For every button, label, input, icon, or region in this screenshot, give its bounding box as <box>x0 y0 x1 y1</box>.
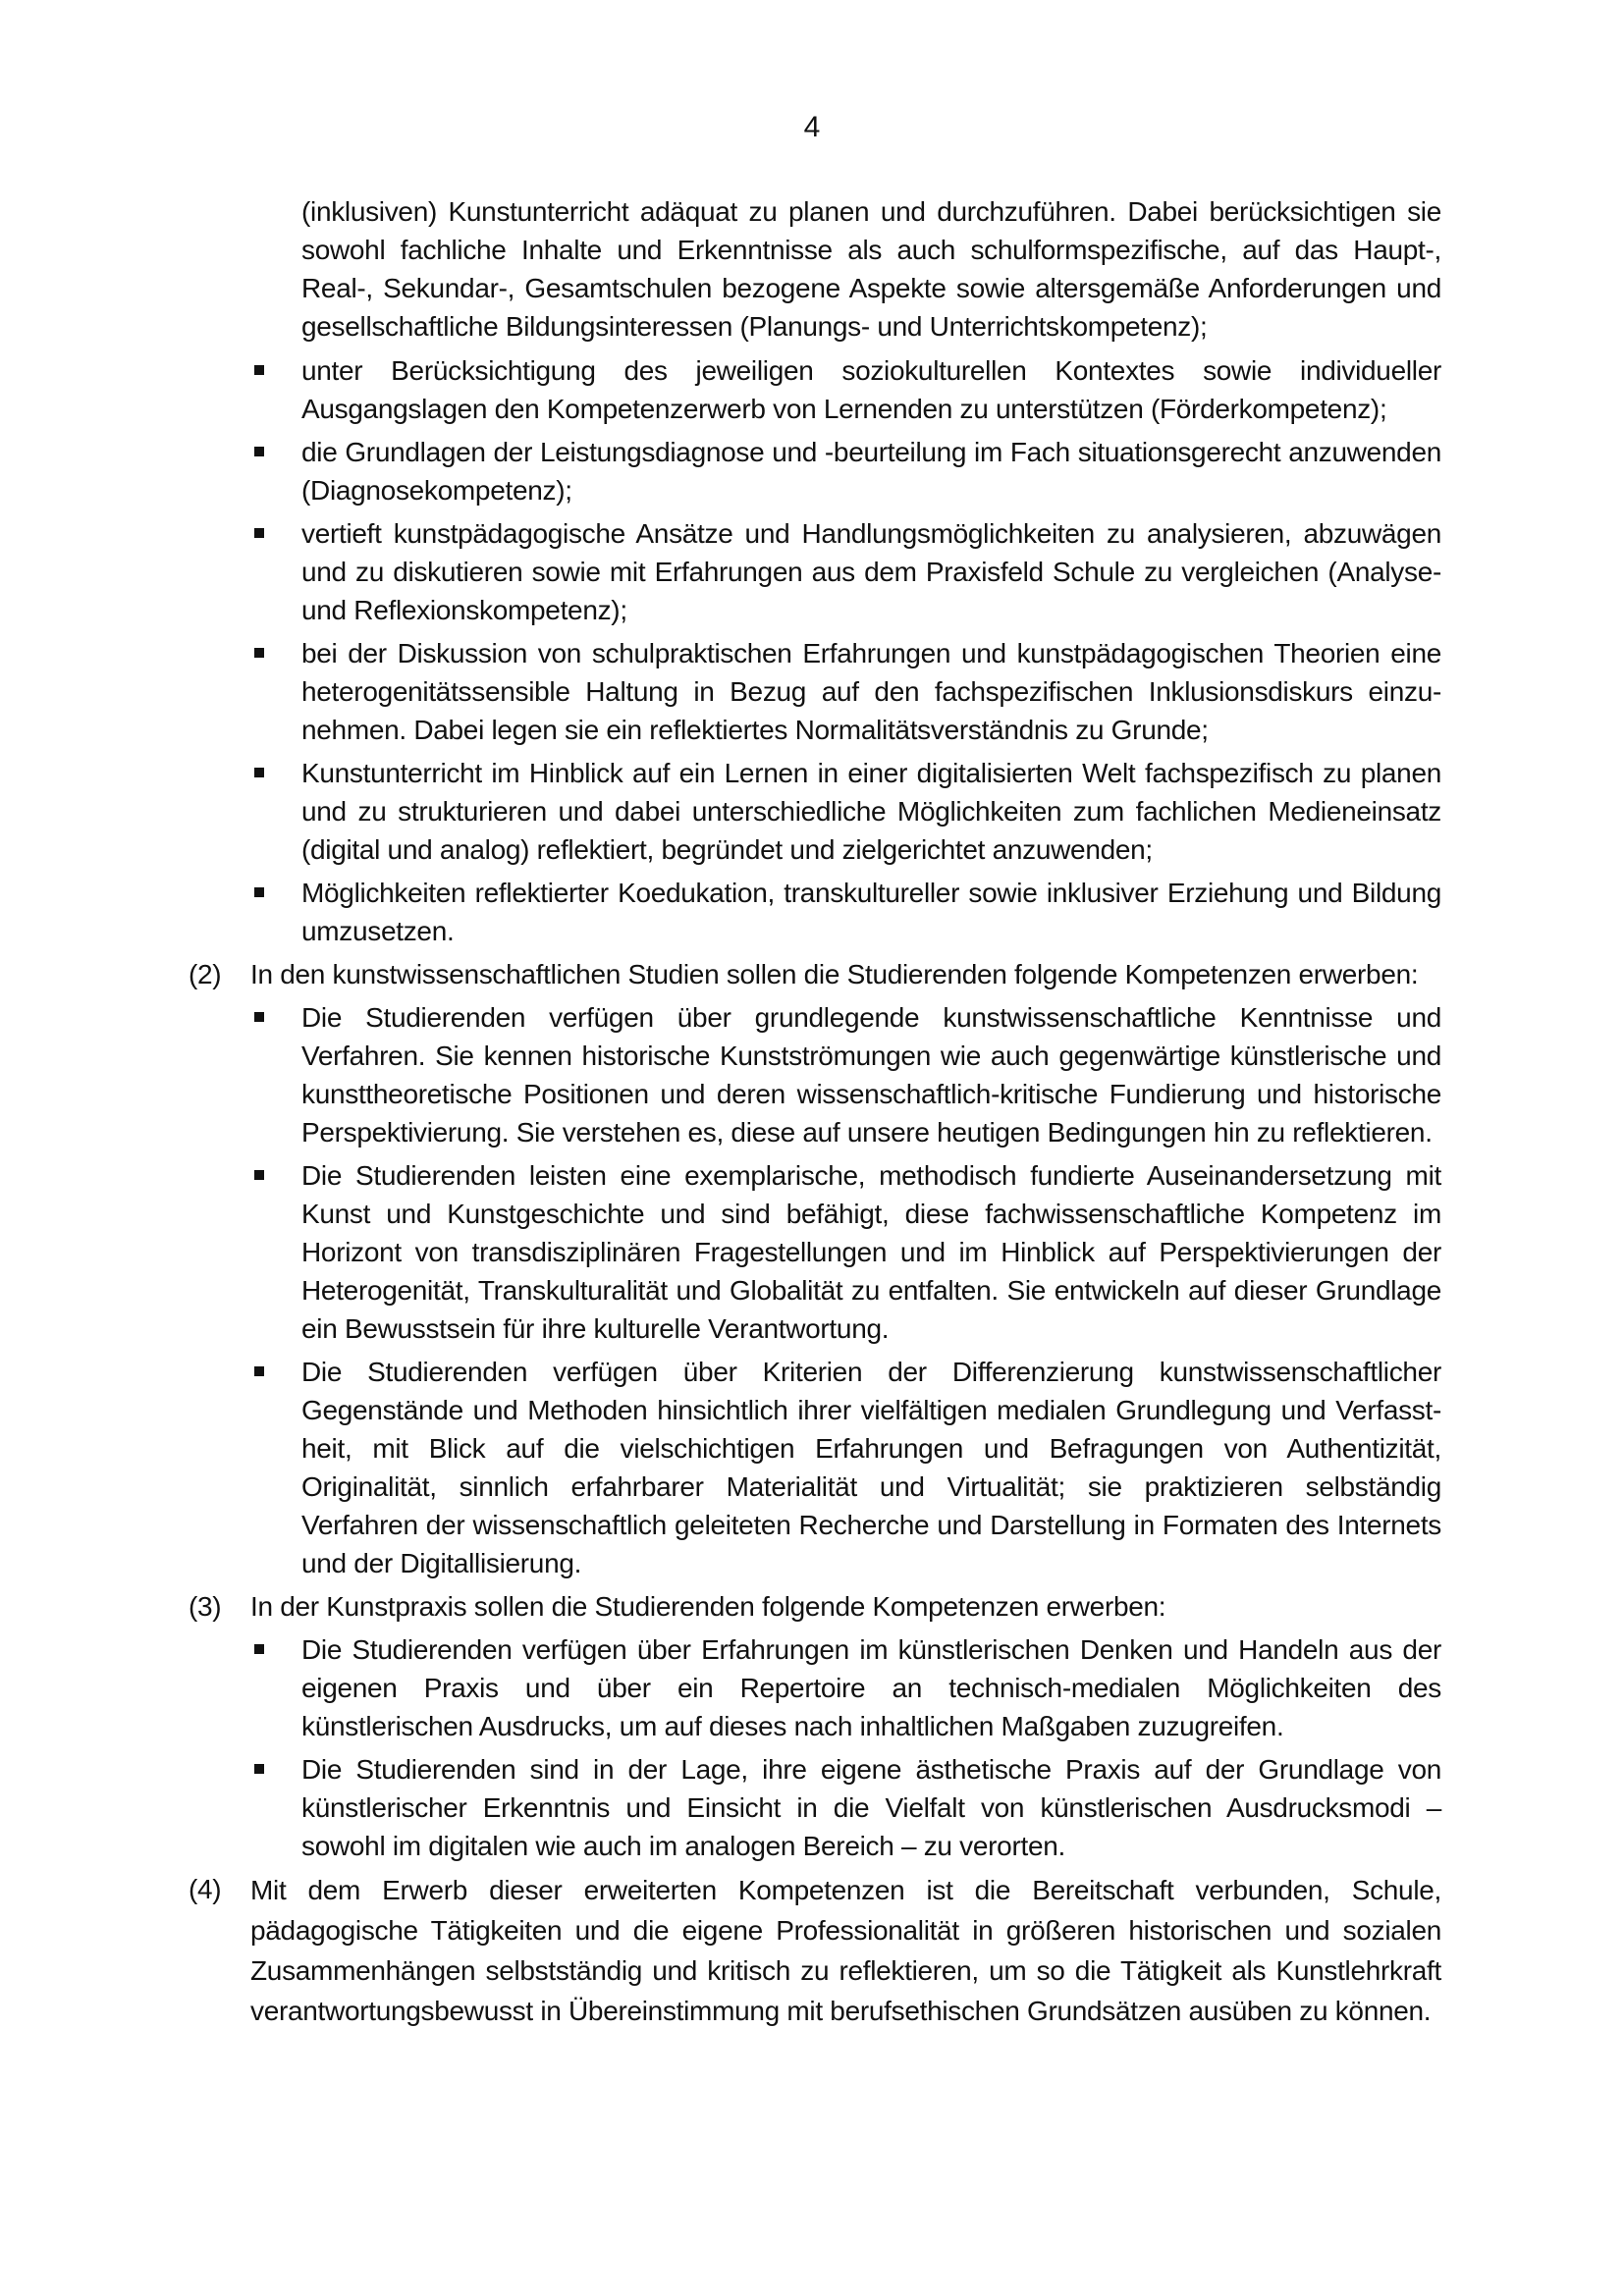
list-item <box>301 1630 1441 1745</box>
continuation-paragraph: (inklusiven) Kunstunterricht adäquat zu planen und durchzuführen. Dabei berücksichtigen sie sowohl fachliche Inhalte und Erkenntnisse als auch schulformspezifische, auf das Haupt-, Real-, Sekundar-, Gesamtschulen bezogene Aspekte sowie altersgemäße Anforderungen und gesellschaftliche Bildungsinteressen (Planungs- und Unterrichtskompetenz); <box>301 196 1441 342</box>
list-item-text: unter Berücksichtigung des jeweiligen soziokulturellen Kontextes sowie individueller Ausgangslagen den Kompetenzerwerb von Lernenden zu unterstützen (Förderkompetenz); <box>301 355 1441 424</box>
list-item <box>301 1750 1441 1865</box>
square-bullet-icon <box>254 648 264 658</box>
section-3-bullet-list <box>301 1630 1441 1865</box>
list-item-text: Die Studierenden verfügen über grundlegende kunstwissenschaftliche Kenntnisse und Verfahren. Sie kennen historische Kunstströmungen wie auch gegenwärtige künstlerische und kunsttheoretische Positionen und deren wissenschaftlich-kritische Fundierung und historische Perspektivierung. Sie verstehen es, diese auf unsere heutigen Bedingungen hin zu reflektieren. <box>301 1002 1441 1148</box>
numbered-section-3 <box>189 1587 1441 1865</box>
square-bullet-icon <box>254 1644 264 1654</box>
list-item-text: die Grundlagen der Leistungsdiagnose und -beurteilung im Fach situationsgerecht anzuwenden (Diagnosekompetenz); <box>301 437 1441 506</box>
section-text: In den kunstwissenschaftlichen Studien sollen die Studierenden folgende Kompetenzen erwerben: <box>250 959 1419 989</box>
square-bullet-icon <box>254 365 264 375</box>
list-item <box>301 351 1441 428</box>
list-item-text: Die Studierenden verfügen über Kriterien der Differenzierung kunstwissenschaftlicher Gegenstände und Methoden hinsichtlich ihrer vielfältigen medialen Grundlegung und Verfasst-heit, mit Blick auf die vielschichtigen Erfahrungen und Befragungen von Authentizität, Originalität, sinnlich erfahrbarer Materialität und Virtualität; sie praktizieren selbständig Verfahren der wissenschaftlich geleiteten Recherche und Darstellung in Formaten des Internets und der Digitallisierung. <box>301 1357 1441 1578</box>
section-number: (2) <box>189 959 222 989</box>
square-bullet-icon <box>254 447 264 456</box>
list-item-text: Die Studierenden leisten eine exemplarische, methodisch fundierte Auseinandersetzung mit Kunst und Kunstgeschichte und sind befähigt, diese fachwissenschaftliche Kompetenz im Horizont von transdisziplinären Fragestellungen und im Hinblick auf Perspektivierungen der Heterogenität, Transkulturalität und Globalität zu entfalten. Sie entwickeln auf dieser Grundlage ein Bewusstsein für ihre kulturelle Verantwortung. <box>301 1160 1441 1344</box>
square-bullet-icon <box>254 1366 264 1376</box>
list-item-text: Kunstunterricht im Hinblick auf ein Lernen in einer digitalisierten Welt fachspezifisch zu planen und zu strukturieren und dabei unterschiedliche Möglichkeiten zum fachlichen Medieneinsatz (digital und analog) reflektiert, begründet und zielgerichtet anzuwenden; <box>301 758 1441 865</box>
document-body <box>189 192 1441 2036</box>
square-bullet-icon <box>254 528 264 538</box>
list-item <box>301 1156 1441 1348</box>
intro-bullet-list <box>301 351 1441 950</box>
list-item-text: bei der Diskussion von schulpraktischen Erfahrungen und kunstpädagogischen Theorien eine heterogenitätssensible Haltung in Bezug auf den fachspezifischen Inklusionsdiskurs einzu-nehmen. Dabei legen sie ein reflektiertes Normalitätsverständnis zu Grunde; <box>301 638 1441 745</box>
list-item <box>301 874 1441 950</box>
square-bullet-icon <box>254 887 264 897</box>
section-text: Mit dem Erwerb dieser erweiterten Kompetenzen ist die Bereitschaft verbunden, Schule, pädagogische Tätigkeiten und die eigene Professionalität in größeren historischen und sozialen Zusammenhängen selbstständig und kritisch zu reflektieren, um so die Tätigkeit als Kunstlehrkraft verantwortungsbewusst in Übereinstimmung mit berufsethischen Grundsätzen ausüben zu können. <box>250 1875 1441 2026</box>
list-item-text: Die Studierenden sind in der Lage, ihre eigene ästhetische Praxis auf der Grundlage von künstlerischer Erkenntnis und Einsicht in die Vielfalt von künstlerischen Ausdrucksmodi – sowohl im digitalen wie auch im analogen Bereich – zu verorten. <box>301 1754 1441 1861</box>
section-text: In der Kunstpraxis sollen die Studierenden folgende Kompetenzen erwerben: <box>250 1591 1166 1622</box>
list-item-text: vertieft kunstpädagogische Ansätze und Handlungsmöglichkeiten zu analysieren, abzuwägen und zu diskutieren sowie mit Erfahrungen aus dem Praxisfeld Schule zu vergleichen (Analyse- und Reflexionskompetenz); <box>301 518 1441 625</box>
list-item <box>301 1353 1441 1582</box>
section-2-bullet-list <box>301 998 1441 1582</box>
list-item-text: Die Studierenden verfügen über Erfahrungen im künstlerischen Denken und Handeln aus der eigenen Praxis und über ein Repertoire an technisch-medialen Möglichkeiten des künstlerischen Ausdrucks, um auf dieses nach inhaltlichen Maßgaben zuzugreifen. <box>301 1634 1441 1741</box>
section-number: (4) <box>189 1874 222 1904</box>
square-bullet-icon <box>254 1170 264 1180</box>
square-bullet-icon <box>254 1764 264 1774</box>
list-item <box>301 514 1441 629</box>
section-number: (3) <box>189 1591 222 1622</box>
list-item-text: Möglichkeiten reflektierter Koedukation, transkultureller sowie inklusiver Erziehung und Bildung umzusetzen. <box>301 878 1441 946</box>
square-bullet-icon <box>254 768 264 777</box>
numbered-section-4 <box>189 1870 1441 2031</box>
square-bullet-icon <box>254 1012 264 1022</box>
list-item <box>301 433 1441 509</box>
numbered-section-2 <box>189 955 1441 1582</box>
list-item <box>301 754 1441 869</box>
page-number: 4 <box>803 111 821 143</box>
list-item <box>301 634 1441 749</box>
list-item <box>301 998 1441 1151</box>
